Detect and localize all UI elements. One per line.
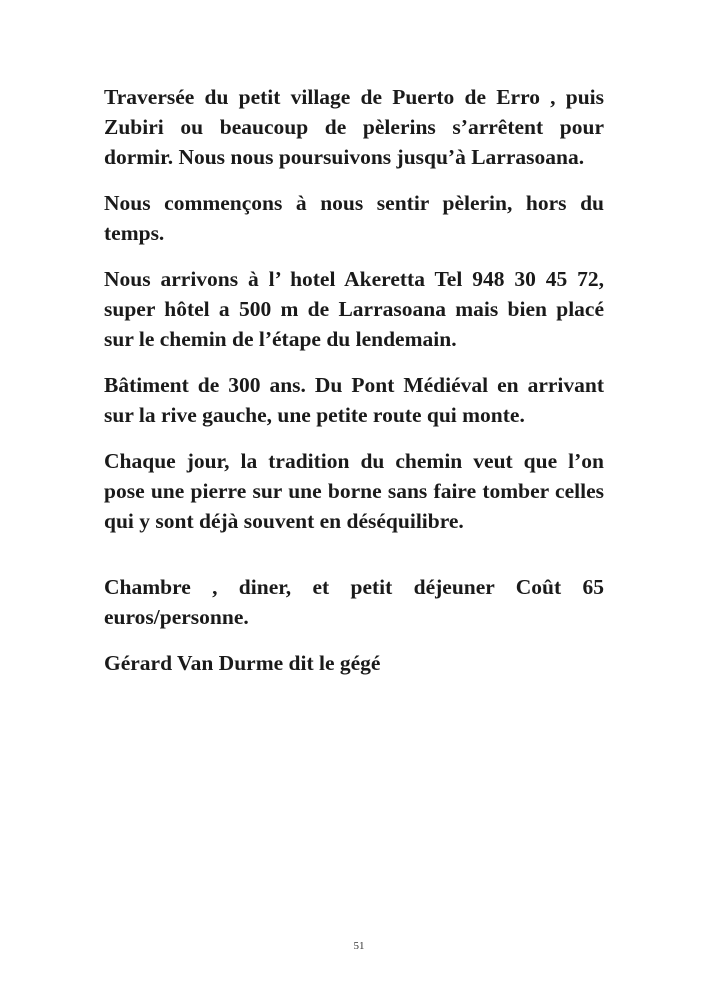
paragraph-building: Bâtiment de 300 ans. Du Pont Médiéval en arrivant sur la rive gauche, une petite route qui monte. [104, 373, 604, 427]
paragraph-hotel: Nous arrivons à l’ hotel Akeretta Tel 948 30 45 72, super hôtel a 500 m de Larrasoana mais bien placé sur le chemin de l’étape du lendemain. [104, 267, 604, 351]
body-text [104, 82, 604, 694]
paragraph-signature: Gérard Van Durme dit le gégé [104, 651, 381, 675]
paragraph-tradition: Chaque jour, la tradition du chemin veut que l’on pose une pierre sur une borne sans faire tomber celles qui y sont déjà souvent en déséquilibre. [104, 449, 604, 533]
page-number: 51 [353, 940, 365, 952]
paragraph-pilgrim-feeling: Nous commençons à nous sentir pèlerin, hors du temps. [104, 191, 604, 245]
paragraph-cost: Chambre , diner, et petit déjeuner Coût 65 euros/personne. [104, 575, 604, 629]
paragraph-route: Traversée du petit village de Puerto de Erro , puis Zubiri ou beaucoup de pèlerins s’arrêtent pour dormir. Nous nous poursuivons jusqu’à Larrasoana. [104, 85, 604, 169]
